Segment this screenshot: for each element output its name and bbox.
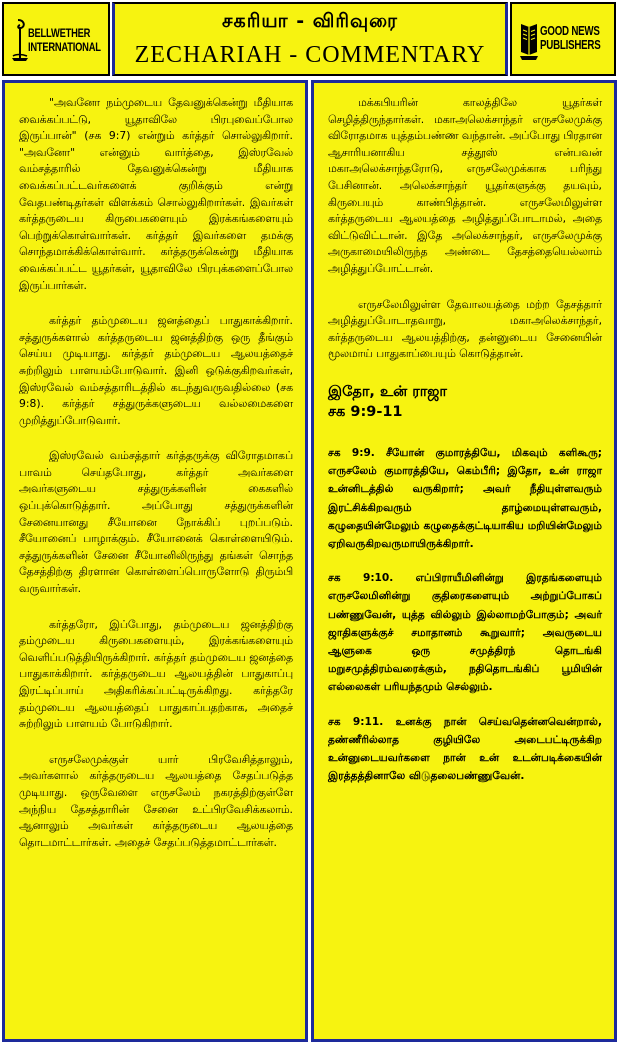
verse-11: சக 9:11. உனக்கு நான் செய்வதென்னவென்றால், தண்ணீரில்லாத குழியிலே அடைபட்டிருக்கிற உன்னுடையவர்களை நான் உன் உடன்படிக்கையின் இரத்தத்தினாலே விடுதலைபண்ணுவேன். xyxy=(328,715,602,783)
verse-9: சக 9:9. சீயோன் குமாரத்தியே, மிகவும் களிகூரு; எருசலேம் குமாரத்தியே, கெம்பீரி; இதோ, உன் ராஜா உன்னிடத்தில் வருகிறார்; அவர் நீதியுள்ளவரும் இரட்சிக்கிறவரும் தாழ்மையுள்ளவரும், கழுதையின்மேலும் கழுதைக்குட்டியாகிய மறியின்மேலும் ஏறிவருகிறவருமாயிருக்கிறார். xyxy=(328,446,602,550)
section-heading xyxy=(328,382,602,422)
logo-line-2: INTERNATIONAL xyxy=(28,40,101,54)
section-title: இதோ, உன் ராஜா xyxy=(328,383,447,400)
paragraph: இஸ்ரவேல் வம்சத்தார் கர்த்தருக்கு விரோதமாகப் பாவம் செய்தபோது, கர்த்தர் அவர்களை அவர்களுடைய சத்துருக்களின் கைகளில் ஒப்புக்கொடுத்தார். அப்போது சத்துருக்களின் சேனையானது சீயோனை நோக்கிப் புறப்படும். சீயோனைப் பாழாக்கும். சீயோனைக் கொள்ளையிடும். சத்துருக்களின் சேனை சீயோனிலிருந்து தங்கள் சொந்த தேசத்திற்கு திரளான கொள்ளைப்பொருளோடு திரும்பி வருவார்கள். xyxy=(19,449,293,596)
logo-line-1: GOOD NEWS xyxy=(540,24,600,38)
tamil-title: சகரியா - விரிவுரை xyxy=(222,10,398,32)
shepherd-icon xyxy=(10,18,30,62)
paragraph: கர்த்தரோ, இப்போது, தம்முடைய ஜனத்திற்கு தம்முடைய கிருபைகளையும், இரக்கங்களையும் வெளிப்படுத்தியிருக்கிறார். கர்த்தர் தம்முடைய ஜனத்தை பாதுகாக்கிறார். கர்த்தருடைய ஆலயத்தின் பாதுகாப்பு இரட்டிப்பாய் அதிகரிக்கப்பட்டிருக்கிறது. கர்த்தரே தம்முடைய ஆலயத்தைப் பாதுகாப்பதற்காக, அதைச் சுற்றிலும் பாளயம் போடுகிறார். xyxy=(19,617,293,731)
logo-line-1: BELLWETHER xyxy=(28,26,91,40)
right-column xyxy=(311,80,617,1042)
verse-10: சக 9:10. எப்பிராயீமினின்று இரதங்களையும் எருசலேமினின்று குதிரைகளையும் அற்றுப்போகப் பண்ணுவேன், யுத்த வில்லும் இல்லாமற்போகும்; அவர் ஜாதிகளுக்குச் சமாதானம் கூறுவார்; அவருடைய ஆளுகை ஒரு சமுத்திரந் தொடங்கி மறுசமுத்திரம்வரைக்கும், நதிதொடங்கிப் பூமியின் எல்லைகள் பரியந்தமும் செல்லும். xyxy=(328,572,602,694)
paragraph: "அவனோ நம்முடைய தேவனுக்கென்று மீதியாக வைக்கப்பட்டு, யூதாவிலே பிரபுவைப்போல இருப்பான்" (சக 9:7) என்றும் கர்த்தர் சொல்லுகிறார். "அவனோ" என்னும் வார்த்தை, இஸ்ரவேல் வம்சத்தாரில் தேவனுக்கென்று மீதியாக வைக்கப்பட்டவர்களைக் குறிக்கும் என்று வேதபண்டிதர்கள் விளக்கம் சொல்லுகிறார்கள். இவர்கள் கர்த்தருடைய கிருபைகளையும் இரக்கங்களையும் பெற்றுக்கொள்வார்கள். கர்த்தர் இவர்களை தமக்கு சொந்தமாக்கிக்கொள்வார். கர்த்தருக்கென்று மீதியாக வைக்கப்பட்ட யூதர்கள், யூதாவிலே பிரபுக்களைப்போல இருப்பார்கள். xyxy=(19,96,293,292)
header xyxy=(2,2,616,78)
logo-line-2: PUBLISHERS xyxy=(540,38,601,52)
good-news-logo-text xyxy=(540,24,601,52)
english-title: ZECHARIAH - COMMENTARY xyxy=(134,42,486,68)
paragraph: மக்கபியரின் காலத்திலே யூதர்கள் செழித்திருந்தார்கள். மகாஅலெக்சாந்தர் எருசலேமுக்கு விரோதமாக யுத்தம்பண்ண வந்தான். அப்போது பிரதான ஆசாரியனாகிய சத்தூஸ் என்பவன் மகாஅலெக்சாந்தரோடு, எருசலேமுக்காக பரிந்து பேசினான். அலெக்சாந்தர் யூதர்களுக்கு தயவும், கிருபையும் காண்பித்தான். எருசலேமிலுள்ள கர்த்தருடைய ஆலயத்தை அழித்துப்போடாமல், அதை விட்டுவிட்டான். இதே அலெக்சாந்தர், எருசலேமுக்கு அருகாமையிலிருந்த அண்டை தேசத்தையெல்லாம் அழித்துப்போட்டான். xyxy=(328,96,602,275)
paragraph: எருசலேமிலுள்ள தேவாலயத்தை மற்ற தேசத்தார் அழித்துப்போடாதவாறு, மகாஅலெக்சாந்தர், கர்த்தருடைய ஆலயத்திற்கு, தன்னுடைய சேனையின் மூலமாய் பாதுகாப்பையும் கொடுத்தான். xyxy=(328,297,602,361)
paragraph: எருசலேமுக்குள் யார் பிரவேசித்தாலும், அவர்களால் கர்த்தருடைய ஆலயத்தை சேதப்படுத்த முடியாது. ஒருவேளை எருசலேம் நகரத்திற்குள்ளே அந்நிய தேசத்தாரின் சேனை உட்பிரவேசிக்கலாம். ஆனாலும் அவர்கள் கர்த்தருடைய ஆலயத்தை தொடமாட்டார்கள். அதைச் சேதப்படுத்தமாட்டார்கள். xyxy=(19,752,293,849)
open-book-icon xyxy=(518,18,540,62)
bellwether-logo-text xyxy=(28,26,101,54)
paragraph: கர்த்தர் தம்முடைய ஜனத்தைப் பாதுகாக்கிறார். சத்துருக்களால் கர்த்தருடைய ஜனத்திற்கு ஒரு தீங்கும் செய்ய முடியாது. கர்த்தர் தம்முடைய ஆலயத்தைச் சுற்றிலும் பாளயம்போடுவார். இனி ஒடுக்குகிறவர்கள், இஸ்ரவேல் வம்சத்தாரிடத்தில் கடந்துவருவதில்லை (சக 9:8). கர்த்தர் சத்துருக்களுடைய வல்லமைகளை முறித்துப்போடுவார். xyxy=(19,314,293,427)
left-column xyxy=(2,80,308,1042)
left-column-content xyxy=(19,95,293,870)
bellwether-logo xyxy=(2,2,110,76)
title-box xyxy=(112,2,508,76)
section-reference: சக 9:9-11 xyxy=(328,403,403,420)
good-news-logo xyxy=(510,2,616,76)
right-column-content xyxy=(328,95,602,801)
